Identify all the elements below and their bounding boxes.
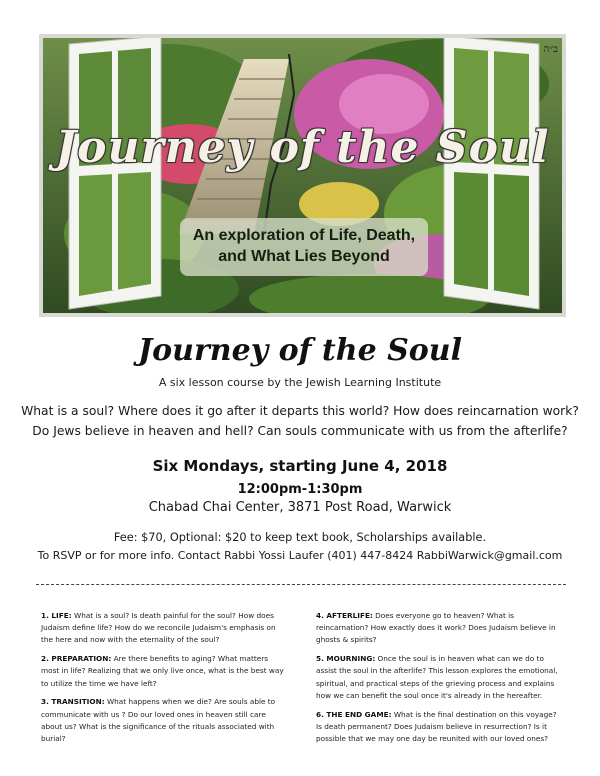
lesson-item [316,653,560,702]
page-title: Journey of the Soul [137,333,463,368]
lesson-item [41,653,285,690]
lesson-item [41,610,285,647]
lesson-text: What is a soul? Is death painful for the soul? How does Judaism define life? How do we reconcile Judaism's emphasis on the here and now with the eternality of the soul? [41,611,276,645]
hebrew-abbreviation: ב״ה [543,44,558,55]
dashed-divider [36,584,566,585]
fee-info: Fee: $70, Optional: $20 to keep text book, Scholarships available. [113,531,487,544]
lesson-heading: 2. PREPARATION: [41,654,112,664]
lesson-heading: 5. MOURNING: [316,654,376,664]
hero-subtitle-line2: and What Lies Beyond [218,248,390,265]
hero-title: Journey of the Soul [55,122,550,173]
course-subtitle: A six lesson course by the Jewish Learning Institute [158,376,442,389]
lesson-text: What is the final destination on this voyage? Is death permanent? Does Judaism believe in resurrection? Is it possible that we may one day be reunited with our loved ones? [316,709,557,744]
lesson-text: What happens when we die? Are souls able to communicate with us ? Do our loved ones in heaven still care about us? What is the significance of the rituals associated with burial? [41,697,276,744]
lesson-heading: 1. LIFE: [41,611,72,620]
lesson-item [41,696,285,745]
lesson-text: Are there benefits to aging? What matters most in life? Realizing that we only live once, what is the best way to utilize the time we have left? [41,654,284,688]
hero-subtitle-line1: An exploration of Life, Death, [192,227,416,244]
hero-image [39,34,566,317]
lesson-heading: 4. AFTERLIFE: [316,611,373,620]
course-time: 12:00pm-1:30pm [237,482,363,497]
lesson-text: Once the soul is in heaven what can we do to assist the soul in the afterlife? This lesson explores the emotional, spiritual, and practical steps of the grieving process and explains how we can benefit the soul once it's already in the hereafter. [316,654,558,700]
lesson-heading: 6. THE END GAME: [316,709,392,719]
lesson-item [316,610,560,647]
lesson-heading: 3. TRANSITION: [41,697,105,707]
questions-line2: Do Jews believe in heaven and hell? Can souls communicate with us from the afterlife? [32,424,568,438]
rsvp-contact: To RSVP or for more info. Contact Rabbi Yossi Laufer (401) 447-8424 RabbiWarwick@gmail.com [37,549,563,562]
lessons-left-column [41,610,285,752]
lesson-item [316,709,560,746]
hero-subtitle [180,218,428,276]
lesson-text: Does everyone go to heaven? What is reincarnation? How exactly does it work? Does Judaism believe in ghosts & spirits? [316,611,556,645]
course-location: Chabad Chai Center, 3871 Post Road, Warwick [148,500,452,515]
questions-line1: What is a soul? Where does it go after it departs this world? How does reincarnation work? [21,404,579,418]
questions [20,401,580,441]
course-dates: Six Mondays, starting June 4, 2018 [152,457,448,475]
lessons-right-column [316,610,560,752]
